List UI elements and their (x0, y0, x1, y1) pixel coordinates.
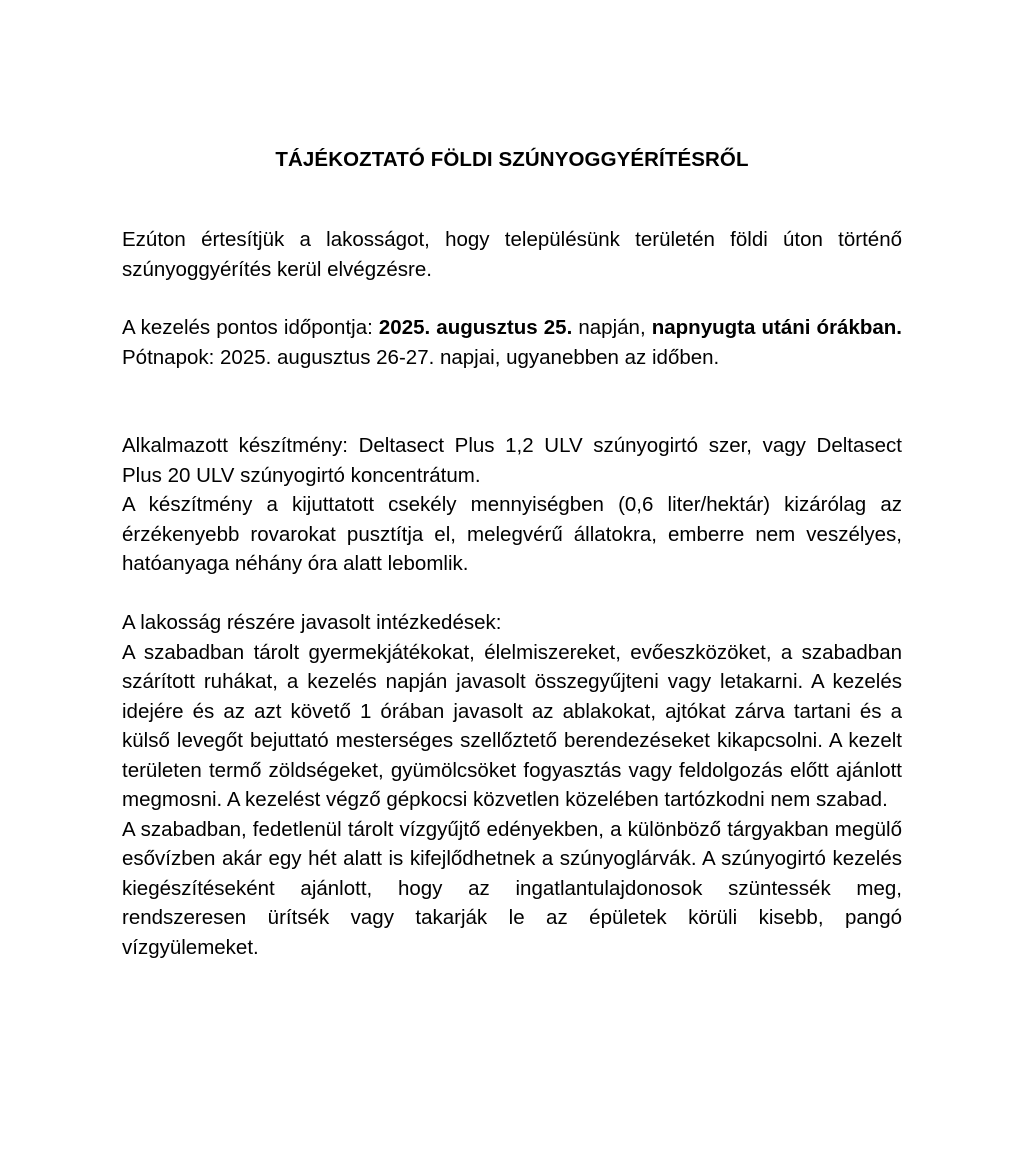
schedule-time: napnyugta utáni órákban. (651, 316, 902, 339)
measures-heading: A lakosság részére javasolt intézkedések: (122, 611, 502, 634)
intro-text: Ezúton értesítjük a lakosságot, hogy településünk területén földi úton történő szúnyoggyérítés kerül elvégzésre. (122, 228, 902, 281)
schedule-middle: napján, (572, 316, 652, 339)
measures-section (122, 608, 902, 962)
schedule-paragraph (122, 313, 902, 372)
page-title: TÁJÉKOZTATÓ FÖLDI SZÚNYOGGYÉRÍTÉSRŐL (275, 148, 749, 171)
schedule-text (122, 313, 902, 372)
schedule-prefix: A kezelés pontos időpontja: (122, 316, 379, 339)
schedule-suffix: Pótnapok: 2025. augusztus 26-27. napjai, ugyanebben az időben. (122, 345, 720, 369)
schedule-date: 2025. augusztus 25. (378, 316, 573, 339)
product-paragraph (122, 431, 902, 579)
product-line-1: Alkalmazott készítmény: Deltasect Plus 1,2 ULV szúnyogirtó szer, vagy Deltasect Plus 20 ULV szúnyogirtó koncentrátum. (122, 434, 902, 487)
measures-paragraph-2: A szabadban, fedetlenül tárolt vízgyűjtő edényekben, a különböző tárgyakban megülő esővízben akár egy hét alatt is kifejlődhetnek a szúnyoglárvák. A szúnyogirtó kezelés kiegészítéseként ajánlott, hogy az ingatlantulajdonosok szüntessék meg, rendszeresen ürítsék vagy takarják le az épületek körüli kisebb, pangó vízgyülemeket. (122, 817, 902, 959)
product-line-2: A készítmény a kijuttatott csekély mennyiségben (0,6 liter/hektár) kizárólag az érzékenyebb rovarokat pusztítja el, melegvérű állatokra, emberre nem veszélyes, hatóanyaga néhány óra alatt lebomlik. (122, 493, 902, 575)
intro-paragraph (122, 225, 902, 284)
measures-paragraph-1: A szabadban tárolt gyermekjátékokat, élelmiszereket, evőeszközöket, a szabadban szárított ruhákat, a kezelés napján javasolt összegyűjteni vagy letakarni. A kezelés idejére és az azt követő 1 órában javasolt az ablakokat, ajtókat zárva tartani és a külső levegőt bejuttató mesterséges szellőztető berendezéseket kikapcsolni. A kezelt területen termő zöldségeket, gyümölcsöket fogyasztás vagy feldolgozás előtt ajánlott megmosni. A kezelést végző gépkocsi közvetlen közelében tartózkodni nem szabad. (122, 640, 902, 811)
